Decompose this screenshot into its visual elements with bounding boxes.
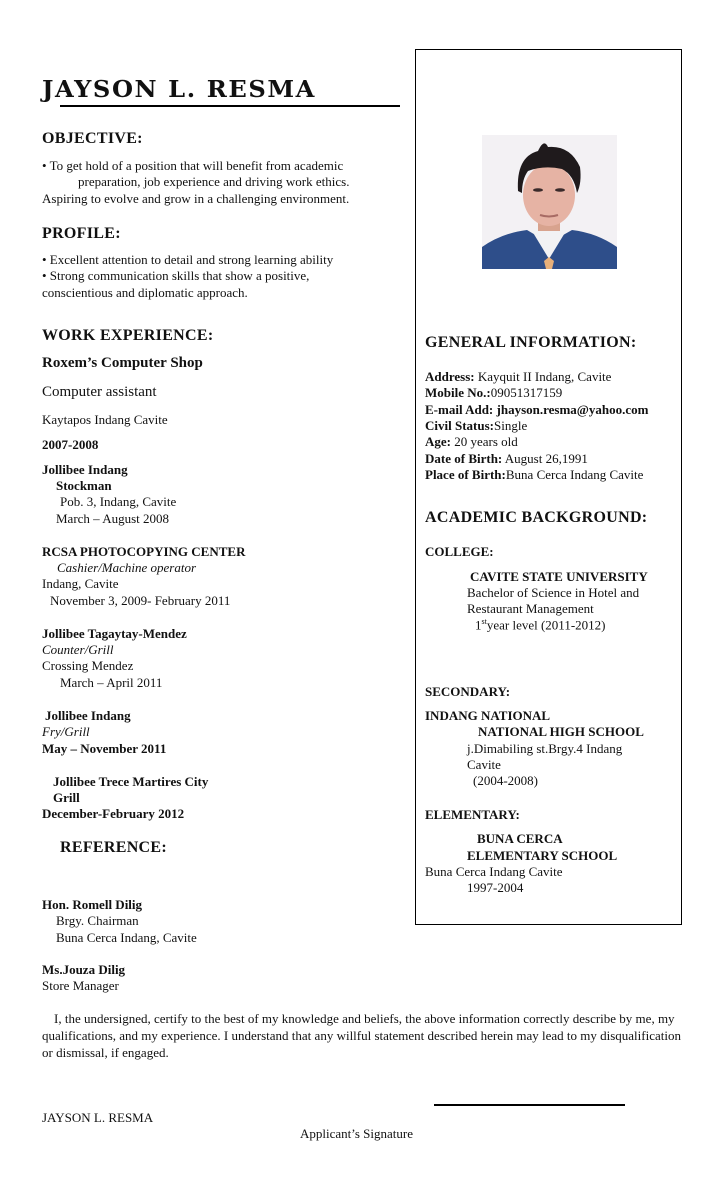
secondary-address-line-2: Cavite xyxy=(467,757,501,772)
college-school: CAVITE STATE UNIVERSITY xyxy=(470,569,648,584)
job-position: Computer assistant xyxy=(42,384,157,400)
certification-text xyxy=(42,1010,692,1061)
reference-heading: REFERENCE: xyxy=(60,839,168,856)
job-dates: 2007-2008 xyxy=(42,437,99,452)
job-dates: November 3, 2009- February 2011 xyxy=(50,593,231,608)
job-position: Counter/Grill xyxy=(42,642,114,657)
job-dates: May – November 2011 xyxy=(42,741,167,756)
college-year-level xyxy=(475,617,605,633)
pob-value: Buna Cerca Indang Cavite xyxy=(505,467,644,482)
reference-title: Brgy. Chairman xyxy=(56,913,139,928)
job-position: Grill xyxy=(53,790,80,805)
objective-heading: OBJECTIVE: xyxy=(42,130,143,147)
pob-label: Place of Birth: xyxy=(425,467,506,482)
job-company: Roxem’s Computer Shop xyxy=(42,355,203,371)
profile-line-3: conscientious and diplomatic approach. xyxy=(42,285,248,300)
civil-status-label: Civil Status: xyxy=(425,418,494,433)
job-location: Crossing Mendez xyxy=(42,658,134,673)
job-company: Jollibee Tagaytay-Mendez xyxy=(42,626,187,641)
signature-name: JAYSON L. RESMA xyxy=(42,1110,154,1125)
reference-name: Hon. Romell Dilig xyxy=(42,897,143,912)
dob-field xyxy=(425,451,588,467)
elementary-school-line-1: BUNA CERCA xyxy=(477,831,563,846)
college-course-line-1: Bachelor of Science in Hotel and xyxy=(467,585,640,600)
job-company: Jollibee Trece Martires City xyxy=(53,774,209,789)
objective-line-2: preparation, job experience and driving work ethics. xyxy=(78,174,350,189)
job-dates: December-February 2012 xyxy=(42,806,185,821)
pob-field xyxy=(425,467,643,483)
signature-line xyxy=(434,1104,625,1106)
certification-body: I, the undersigned, certify to the best of my knowledge and beliefs, the above information correctly describe by me, my qualifications, and my experience. I understand that any willful statement described herein may lead to my disqualification or dismissal, if engaged. xyxy=(42,1011,681,1060)
mobile-field xyxy=(425,385,562,401)
job-location: Indang, Cavite xyxy=(42,576,119,591)
job-company: Jollibee Indang xyxy=(45,708,131,723)
address-label: Address: xyxy=(425,369,475,384)
reference-name: Ms.Jouza Dilig xyxy=(42,962,126,977)
email-label: E-mail Add: jhayson.resma@yahoo.com xyxy=(425,402,649,417)
mobile-label: Mobile No.: xyxy=(425,385,491,400)
work-experience-heading: WORK EXPERIENCE: xyxy=(42,327,214,344)
age-label: Age: xyxy=(425,434,451,449)
profile-heading: PROFILE: xyxy=(42,225,121,242)
job-dates: March – August 2008 xyxy=(56,511,170,526)
college-course-line-2: Restaurant Management xyxy=(467,601,594,616)
elementary-address: Buna Cerca Indang Cavite xyxy=(425,864,563,879)
age-field xyxy=(425,434,518,450)
elementary-heading: ELEMENTARY: xyxy=(425,807,520,822)
applicant-photo xyxy=(482,135,617,269)
title-underline xyxy=(60,105,400,107)
reference-title: Store Manager xyxy=(42,978,119,993)
elementary-years: 1997-2004 xyxy=(467,880,524,895)
address-field xyxy=(425,369,611,385)
college-heading: COLLEGE: xyxy=(425,544,494,559)
year-level-text: year level (2011-2012) xyxy=(486,617,606,633)
civil-status-value: Single xyxy=(493,418,528,433)
job-dates: March – April 2011 xyxy=(60,675,163,690)
job-position: Fry/Grill xyxy=(42,724,90,739)
secondary-heading: SECONDARY: xyxy=(425,684,511,699)
profile-line-2: • Strong communication skills that show a positive, xyxy=(42,268,310,283)
secondary-address-line-1: j.Dimabiling st.Brgy.4 Indang xyxy=(467,741,623,756)
secondary-school-line-2: NATIONAL HIGH SCHOOL xyxy=(478,724,644,739)
age-value: 20 years old xyxy=(451,434,518,449)
secondary-years: (2004-2008) xyxy=(473,773,538,788)
dob-value: August 26,1991 xyxy=(502,451,588,466)
reference-address: Buna Cerca Indang, Cavite xyxy=(56,930,197,945)
email-field xyxy=(425,402,648,418)
secondary-school-line-1: INDANG NATIONAL xyxy=(425,708,551,723)
year-level-number: 1 xyxy=(475,617,482,633)
signature-label: Applicant’s Signature xyxy=(300,1126,414,1141)
profile-line-1: • Excellent attention to detail and strong learning ability xyxy=(42,252,334,267)
year-level-suffix: st xyxy=(481,617,487,626)
dob-label: Date of Birth: xyxy=(425,451,503,466)
address-value: Kayquit II Indang, Cavite xyxy=(474,369,612,384)
civil-status-field xyxy=(425,418,527,434)
job-position: Cashier/Machine operator xyxy=(57,560,197,575)
job-position: Stockman xyxy=(56,478,112,493)
mobile-value: 09051317159 xyxy=(490,385,563,400)
elementary-school-line-2: ELEMENTARY SCHOOL xyxy=(467,848,618,863)
job-location: Kaytapos Indang Cavite xyxy=(42,412,168,427)
portrait-image-icon xyxy=(482,135,617,269)
objective-line-3: Aspiring to evolve and grow in a challenging environment. xyxy=(42,191,350,206)
job-company: RCSA PHOTOCOPYING CENTER xyxy=(42,544,246,559)
objective-line-1: • To get hold of a position that will benefit from academic xyxy=(42,158,344,173)
job-location: Pob. 3, Indang, Cavite xyxy=(60,494,177,509)
job-company: Jollibee Indang xyxy=(42,462,128,477)
academic-heading: ACADEMIC BACKGROUND: xyxy=(425,509,648,526)
applicant-name-title: JAYSON L. RESMA xyxy=(42,76,316,103)
general-info-heading: GENERAL INFORMATION: xyxy=(425,334,637,351)
